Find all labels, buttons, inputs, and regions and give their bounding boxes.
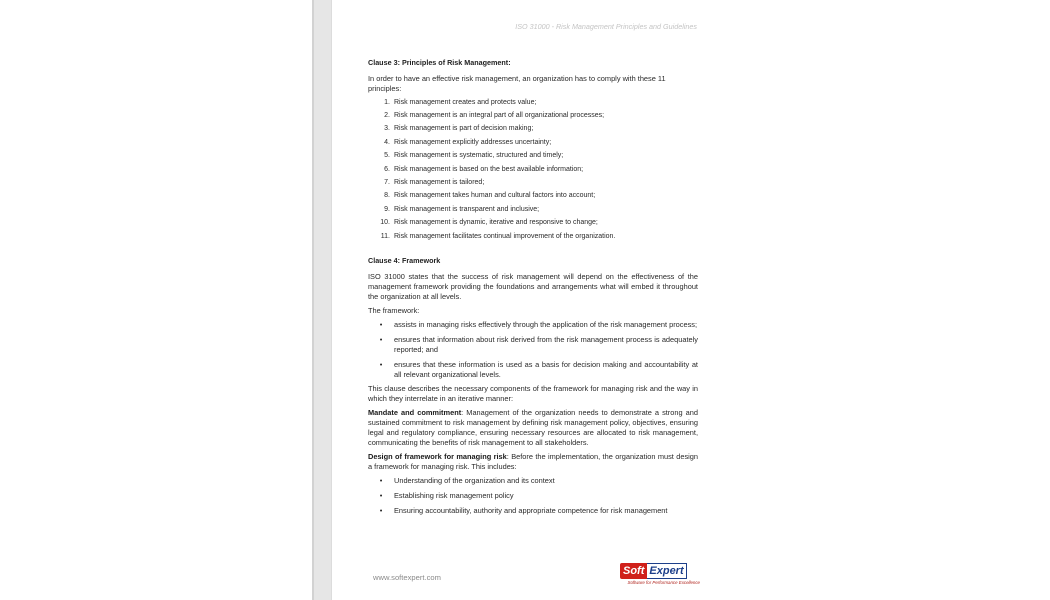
components-text: This clause describes the necessary components of the framework for managing risk and the way in which they interrelate in an iterative manner:	[368, 384, 698, 403]
list-item: • Establishing risk management policy	[379, 491, 514, 500]
list-item: • ensures that information about risk derived from the risk management process is adequately reported; and	[379, 335, 698, 354]
running-header: ISO 31000 - Risk Management Principles and Guidelines	[515, 22, 697, 31]
list-item: 3. Risk management is part of decision making;	[384, 125, 534, 133]
list-item: 6. Risk management is based on the best available information;	[384, 165, 584, 173]
list-item: 10. Risk management is dynamic, iterative and responsive to change;	[380, 219, 598, 227]
framework-bullets	[368, 320, 698, 380]
design-bullets	[368, 476, 698, 516]
list-item: 9. Risk management is transparent and inclusive;	[384, 205, 540, 213]
list-item: 8. Risk management takes human and cultural factors into account;	[384, 192, 596, 200]
list-item: 4. Risk management explicitly addresses uncertainty;	[384, 138, 552, 146]
list-item: 1. Risk management creates and protects value;	[384, 98, 537, 106]
list-item: • assists in managing risks effectively through the application of the risk management process;	[379, 320, 698, 329]
list-item: • Ensuring accountability, authority and appropriate competence for risk management	[379, 506, 668, 515]
logo-soft-text: Soft	[620, 563, 647, 579]
clause4-title: Clause 4: Framework	[368, 256, 441, 265]
clause3-title: Clause 3: Principles of Risk Management:	[368, 58, 511, 67]
design-paragraph: Design of framework for managing risk: Before the implementation, the organization must design a framework for managing risk. This includes:	[368, 452, 699, 471]
mandate-label: Mandate and commitment	[368, 408, 462, 417]
mandate-paragraph: Mandate and commitment: Management of the organization needs to demonstrate a strong and sustained commitment to risk management by defining risk management policy, objectives, ensuring legal and regulatory compliance, ensuring necessary resources are allocated to risk management, communicating the benefits of risk management to all stakeholders.	[368, 408, 698, 447]
list-item: 7. Risk management is tailored;	[384, 179, 485, 187]
clause4-intro: ISO 31000 states that the success of risk management will depend on the effectiveness of the management framework providing the foundations and arrangements what will embed it throughout the organization at all levels.	[368, 272, 698, 301]
list-item: • ensures that these information is used as a basis for decision making and accountability at all relevant organizational levels.	[379, 360, 698, 379]
logo-tagline: Software for Performance Excellence	[627, 580, 700, 585]
clause3-intro: In order to have an effective risk management, an organization has to comply with these 11 principles:	[368, 74, 666, 93]
softexpert-logo	[620, 563, 700, 589]
list-item: 11. Risk management facilitates continual improvement of the organization.	[380, 232, 616, 240]
footer-url: www.softexpert.com	[373, 573, 441, 582]
viewer-gutter	[312, 0, 332, 600]
framework-label: The framework:	[368, 306, 420, 315]
document-page	[332, 0, 722, 600]
list-item: 2. Risk management is an integral part of all organizational processes;	[384, 112, 605, 120]
design-label: Design of framework for managing risk	[368, 452, 507, 461]
principles-list	[368, 96, 698, 243]
list-item: • Understanding of the organization and its context	[379, 476, 555, 485]
list-item: 5. Risk management is systematic, structured and timely;	[384, 152, 564, 160]
logo-expert-text: Expert	[647, 563, 686, 579]
